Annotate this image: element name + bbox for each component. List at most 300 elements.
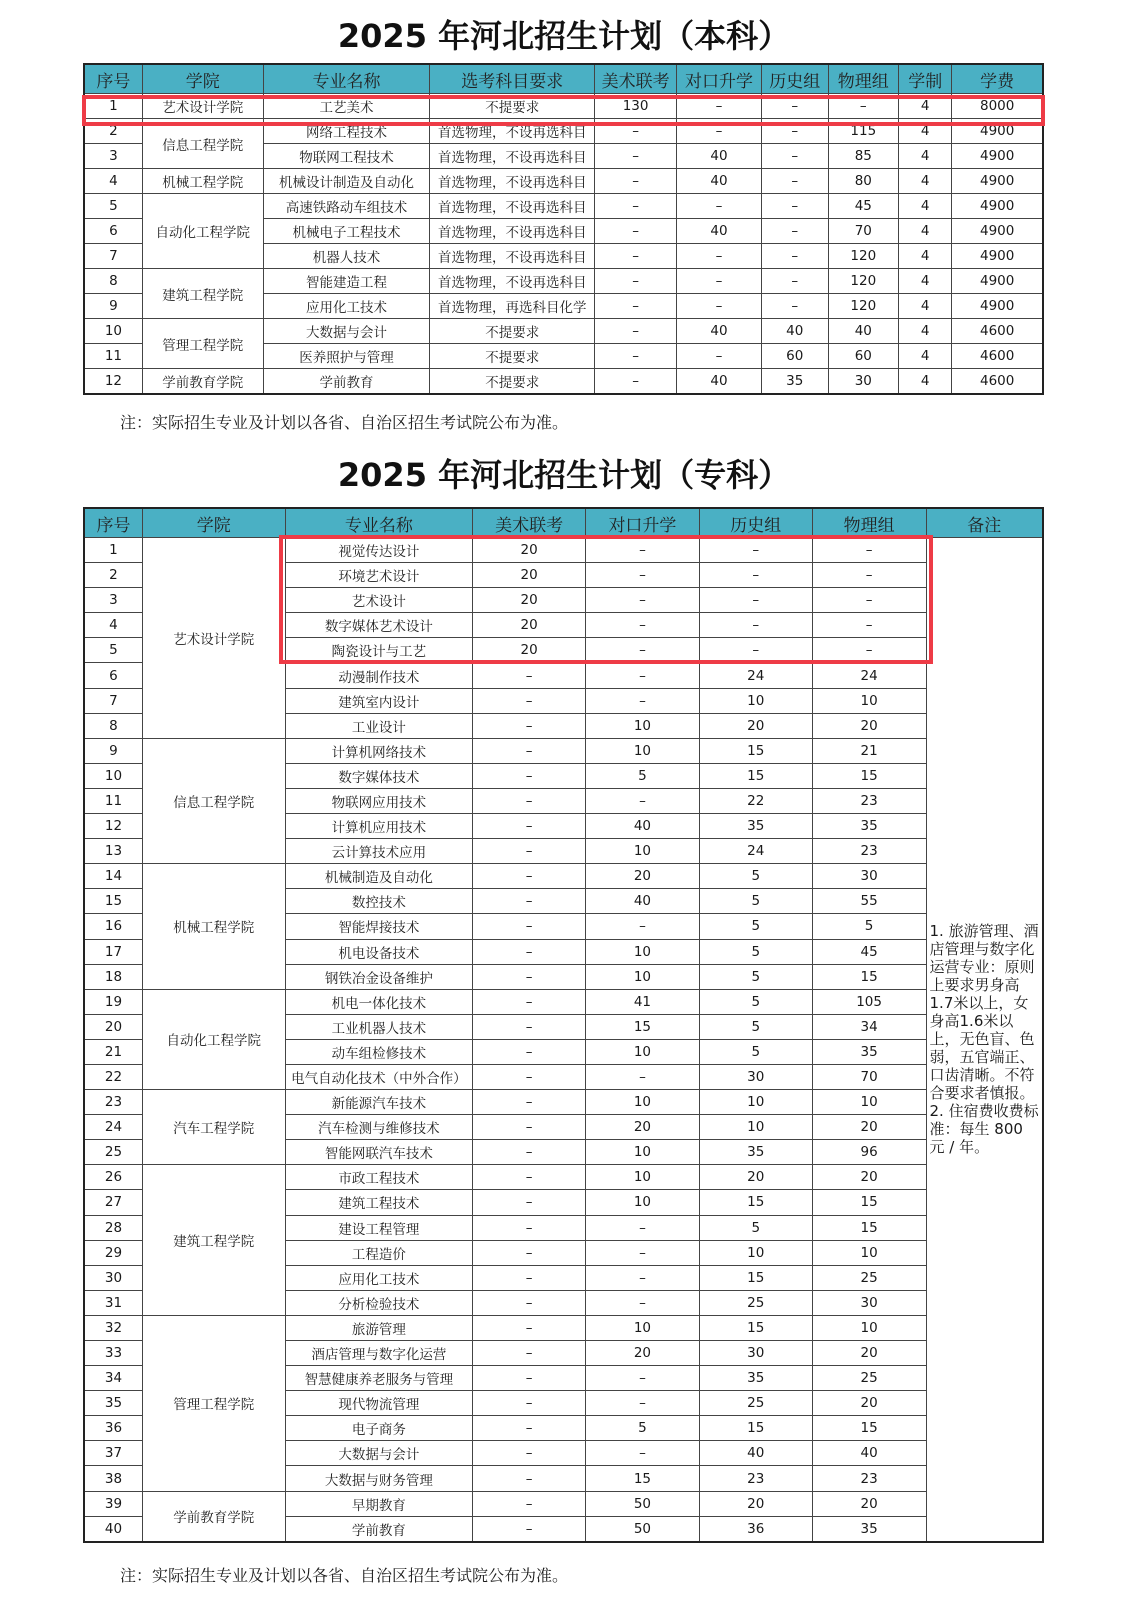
data-cell: 高速铁路动车组技术 <box>263 194 430 219</box>
row-number: 4 <box>84 613 142 638</box>
data-cell: – <box>595 294 677 319</box>
data-cell: 不提要求 <box>430 344 595 369</box>
data-cell: 工业机器人技术 <box>285 1014 473 1039</box>
row-number: 24 <box>84 1115 142 1140</box>
data-cell: 4900 <box>952 269 1043 294</box>
data-cell: – <box>473 738 586 763</box>
data-cell: 30 <box>699 1064 812 1089</box>
data-cell: 35 <box>761 369 828 395</box>
row-number: 10 <box>84 319 142 344</box>
data-cell: – <box>473 1341 586 1366</box>
data-cell: – <box>473 1391 586 1416</box>
benke-title: 2025 年河北招生计划（本科） <box>337 17 791 55</box>
row-number: 35 <box>84 1391 142 1416</box>
data-cell: 25 <box>812 1265 926 1290</box>
data-cell: 大数据与会计 <box>285 1441 473 1466</box>
data-cell: 建设工程管理 <box>285 1215 473 1240</box>
data-cell: – <box>699 638 812 663</box>
data-cell: 10 <box>586 939 700 964</box>
data-cell: – <box>677 94 762 119</box>
data-cell: – <box>473 663 586 688</box>
row-number: 10 <box>84 763 142 788</box>
data-cell: 首选物理，不设再选科目 <box>430 194 595 219</box>
data-cell: 23 <box>812 1466 926 1491</box>
zhuanke-note: 注：实际招生专业及计划以各省、自治区招生考试院公布为准。 <box>120 1566 569 1585</box>
table-row <box>84 1491 1043 1516</box>
data-cell: – <box>595 344 677 369</box>
data-cell: 40 <box>677 169 762 194</box>
data-cell: 4 <box>899 319 952 344</box>
data-cell: 40 <box>812 1441 926 1466</box>
data-cell: 不提要求 <box>430 369 595 395</box>
data-cell: 4900 <box>952 169 1043 194</box>
data-cell: 35 <box>699 814 812 839</box>
data-cell: – <box>473 1315 586 1340</box>
row-number: 30 <box>84 1265 142 1290</box>
row-number: 15 <box>84 889 142 914</box>
college-cell: 汽车工程学院 <box>142 1090 285 1165</box>
data-cell: 4 <box>899 194 952 219</box>
data-cell: 学前教育 <box>285 1516 473 1542</box>
data-cell: 计算机网络技术 <box>285 738 473 763</box>
data-cell: 5 <box>699 1215 812 1240</box>
column-header: 序号 <box>84 64 142 94</box>
data-cell: 15 <box>699 738 812 763</box>
data-cell: – <box>699 613 812 638</box>
data-cell: 25 <box>699 1391 812 1416</box>
data-cell: 130 <box>595 94 677 119</box>
data-cell: 24 <box>699 839 812 864</box>
data-cell: 23 <box>812 839 926 864</box>
data-cell: 4900 <box>952 244 1043 269</box>
column-header: 物理组 <box>812 508 926 538</box>
column-header: 专业名称 <box>263 64 430 94</box>
data-cell: 10 <box>812 1315 926 1340</box>
table-row <box>84 1315 1043 1340</box>
data-cell: – <box>586 688 700 713</box>
data-cell: 4 <box>899 269 952 294</box>
data-cell: 20 <box>812 1165 926 1190</box>
data-cell: 4 <box>899 294 952 319</box>
table-row <box>84 169 1043 194</box>
data-cell: 电气自动化技术（中外合作） <box>285 1064 473 1089</box>
data-cell: 智能网联汽车技术 <box>285 1140 473 1165</box>
data-cell: 新能源汽车技术 <box>285 1090 473 1115</box>
benke-table <box>83 63 1044 395</box>
data-cell: 4 <box>899 369 952 395</box>
row-number: 3 <box>84 144 142 169</box>
data-cell: 5 <box>699 939 812 964</box>
data-cell: – <box>473 989 586 1014</box>
column-header: 历史组 <box>699 508 812 538</box>
data-cell: – <box>473 1466 586 1491</box>
data-cell: – <box>595 219 677 244</box>
data-cell: – <box>595 269 677 294</box>
data-cell: 20 <box>812 1391 926 1416</box>
row-number: 40 <box>84 1516 142 1542</box>
data-cell: 20 <box>586 864 700 889</box>
college-cell: 管理工程学院 <box>142 1315 285 1491</box>
data-cell: 艺术设计 <box>285 588 473 613</box>
data-cell: 10 <box>586 964 700 989</box>
data-cell: 40 <box>828 319 899 344</box>
data-cell: – <box>699 538 812 563</box>
data-cell: – <box>473 964 586 989</box>
data-cell: – <box>473 1265 586 1290</box>
data-cell: 10 <box>586 839 700 864</box>
row-number: 26 <box>84 1165 142 1190</box>
column-header: 专业名称 <box>285 508 473 538</box>
table-row <box>84 864 1043 889</box>
column-header: 学院 <box>142 508 285 538</box>
row-number: 7 <box>84 244 142 269</box>
row-number: 11 <box>84 344 142 369</box>
data-cell: 首选物理，不设再选科目 <box>430 119 595 144</box>
data-cell: 10 <box>586 713 700 738</box>
data-cell: – <box>473 1190 586 1215</box>
data-cell: 60 <box>761 344 828 369</box>
data-cell: – <box>586 914 700 939</box>
data-cell: 70 <box>812 1064 926 1089</box>
column-header: 学院 <box>142 64 263 94</box>
row-number: 11 <box>84 788 142 813</box>
row-number: 13 <box>84 839 142 864</box>
data-cell: 25 <box>812 1366 926 1391</box>
data-cell: 智能焊接技术 <box>285 914 473 939</box>
benke-note: 注：实际招生专业及计划以各省、自治区招生考试院公布为准。 <box>120 413 569 432</box>
zhuanke-table <box>83 507 1044 1543</box>
college-cell: 机械工程学院 <box>142 864 285 989</box>
data-cell: 120 <box>828 244 899 269</box>
college-cell: 建筑工程学院 <box>142 1165 285 1316</box>
data-cell: – <box>586 788 700 813</box>
zhuanke-title: 2025 年河北招生计划（专科） <box>337 456 791 494</box>
data-cell: 首选物理，再选科目化学 <box>430 294 595 319</box>
table-row <box>84 738 1043 763</box>
data-cell: – <box>761 194 828 219</box>
data-cell: 10 <box>812 1240 926 1265</box>
data-cell: – <box>473 713 586 738</box>
row-number: 18 <box>84 964 142 989</box>
data-cell: 20 <box>586 1341 700 1366</box>
data-cell: 30 <box>812 864 926 889</box>
data-cell: 工业设计 <box>285 713 473 738</box>
data-cell: 35 <box>812 1039 926 1064</box>
data-cell: 工艺美术 <box>263 94 430 119</box>
college-cell: 艺术设计学院 <box>142 94 263 119</box>
data-cell: – <box>586 1290 700 1315</box>
data-cell: 数字媒体艺术设计 <box>285 613 473 638</box>
data-cell: – <box>586 1240 700 1265</box>
table-row <box>84 1165 1043 1190</box>
data-cell: – <box>699 588 812 613</box>
data-cell: – <box>473 1366 586 1391</box>
data-cell: – <box>473 814 586 839</box>
college-cell: 管理工程学院 <box>142 319 263 369</box>
data-cell: 15 <box>812 964 926 989</box>
data-cell: – <box>761 244 828 269</box>
data-cell: 机电设备技术 <box>285 939 473 964</box>
table-row <box>84 119 1043 144</box>
data-cell: 5 <box>699 989 812 1014</box>
column-header: 学费 <box>952 64 1043 94</box>
row-number: 8 <box>84 713 142 738</box>
column-header: 对口升学 <box>677 64 762 94</box>
data-cell: 20 <box>473 563 586 588</box>
data-cell: – <box>473 1165 586 1190</box>
data-cell: 80 <box>828 169 899 194</box>
data-cell: 4 <box>899 244 952 269</box>
row-number: 5 <box>84 194 142 219</box>
data-cell: – <box>812 538 926 563</box>
row-number: 4 <box>84 169 142 194</box>
data-cell: – <box>473 1215 586 1240</box>
row-number: 23 <box>84 1090 142 1115</box>
data-cell: 云计算技术应用 <box>285 839 473 864</box>
data-cell: 4900 <box>952 194 1043 219</box>
data-cell: – <box>761 169 828 194</box>
data-cell: 不提要求 <box>430 94 595 119</box>
data-cell: 45 <box>812 939 926 964</box>
data-cell: 动漫制作技术 <box>285 663 473 688</box>
data-cell: 10 <box>699 1090 812 1115</box>
data-cell: – <box>473 1441 586 1466</box>
data-cell: 60 <box>828 344 899 369</box>
data-cell: 40 <box>677 319 762 344</box>
table-row <box>84 538 1043 563</box>
college-cell: 机械工程学院 <box>142 169 263 194</box>
data-cell: – <box>812 613 926 638</box>
data-cell: 4900 <box>952 219 1043 244</box>
data-cell: 10 <box>699 688 812 713</box>
column-header: 对口升学 <box>586 508 700 538</box>
row-number: 22 <box>84 1064 142 1089</box>
row-number: 28 <box>84 1215 142 1240</box>
column-header: 美术联考 <box>595 64 677 94</box>
data-cell: 5 <box>699 889 812 914</box>
data-cell: 首选物理，不设再选科目 <box>430 169 595 194</box>
data-cell: 4900 <box>952 119 1043 144</box>
data-cell: 首选物理，不设再选科目 <box>430 269 595 294</box>
college-cell: 学前教育学院 <box>142 369 263 395</box>
data-cell: 96 <box>812 1140 926 1165</box>
table-row <box>84 369 1043 395</box>
data-cell: 30 <box>828 369 899 395</box>
data-cell: 40 <box>677 144 762 169</box>
row-number: 6 <box>84 663 142 688</box>
data-cell: 建筑室内设计 <box>285 688 473 713</box>
data-cell: 40 <box>699 1441 812 1466</box>
data-cell: 4600 <box>952 319 1043 344</box>
row-number: 14 <box>84 864 142 889</box>
data-cell: 105 <box>812 989 926 1014</box>
data-cell: – <box>812 588 926 613</box>
data-cell: – <box>473 1039 586 1064</box>
college-cell: 信息工程学院 <box>142 119 263 169</box>
data-cell: 20 <box>586 1115 700 1140</box>
row-number: 8 <box>84 269 142 294</box>
data-cell: – <box>586 1064 700 1089</box>
data-cell: – <box>677 269 762 294</box>
data-cell: – <box>677 194 762 219</box>
college-cell: 建筑工程学院 <box>142 269 263 319</box>
data-cell: 10 <box>812 688 926 713</box>
row-number: 1 <box>84 94 142 119</box>
data-cell: 50 <box>586 1516 700 1542</box>
data-cell: 4 <box>899 219 952 244</box>
data-cell: – <box>595 319 677 344</box>
table-row <box>84 319 1043 344</box>
data-cell: 大数据与财务管理 <box>285 1466 473 1491</box>
data-cell: 20 <box>699 713 812 738</box>
data-cell: 10 <box>586 1090 700 1115</box>
table-row <box>84 989 1043 1014</box>
data-cell: 计算机应用技术 <box>285 814 473 839</box>
data-cell: 工程造价 <box>285 1240 473 1265</box>
row-number: 9 <box>84 294 142 319</box>
data-cell: 15 <box>586 1466 700 1491</box>
data-cell: 4600 <box>952 344 1043 369</box>
data-cell: 动车组检修技术 <box>285 1039 473 1064</box>
data-cell: 15 <box>699 1315 812 1340</box>
row-number: 2 <box>84 563 142 588</box>
data-cell: 24 <box>699 663 812 688</box>
data-cell: 55 <box>812 889 926 914</box>
data-cell: 30 <box>812 1290 926 1315</box>
data-cell: 15 <box>812 1190 926 1215</box>
data-cell: – <box>473 1090 586 1115</box>
data-cell: 钢铁冶金设备维护 <box>285 964 473 989</box>
data-cell: 20 <box>812 1341 926 1366</box>
data-cell: – <box>473 1416 586 1441</box>
row-number: 20 <box>84 1014 142 1039</box>
data-cell: – <box>595 144 677 169</box>
data-cell: – <box>473 1064 586 1089</box>
data-cell: 5 <box>699 964 812 989</box>
data-cell: – <box>473 864 586 889</box>
data-cell: 10 <box>699 1115 812 1140</box>
row-number: 19 <box>84 989 142 1014</box>
data-cell: 10 <box>812 1090 926 1115</box>
data-cell: 电子商务 <box>285 1416 473 1441</box>
college-cell: 自动化工程学院 <box>142 989 285 1089</box>
college-cell: 自动化工程学院 <box>142 194 263 269</box>
college-cell: 信息工程学院 <box>142 738 285 863</box>
data-cell: – <box>473 914 586 939</box>
data-cell: 20 <box>473 538 586 563</box>
data-cell: – <box>595 194 677 219</box>
row-number: 36 <box>84 1416 142 1441</box>
data-cell: 34 <box>812 1014 926 1039</box>
row-number: 32 <box>84 1315 142 1340</box>
data-cell: 5 <box>699 864 812 889</box>
data-cell: – <box>586 588 700 613</box>
data-cell: 23 <box>812 788 926 813</box>
data-cell: – <box>473 839 586 864</box>
data-cell: 物联网应用技术 <box>285 788 473 813</box>
data-cell: 机械设计制造及自动化 <box>263 169 430 194</box>
data-cell: – <box>586 1366 700 1391</box>
data-cell: 20 <box>812 1491 926 1516</box>
data-cell: 10 <box>586 738 700 763</box>
data-cell: 数控技术 <box>285 889 473 914</box>
row-number: 5 <box>84 638 142 663</box>
data-cell: 4 <box>899 94 952 119</box>
data-cell: – <box>761 144 828 169</box>
data-cell: 10 <box>586 1140 700 1165</box>
data-cell: – <box>828 94 899 119</box>
data-cell: – <box>677 244 762 269</box>
data-cell: 10 <box>586 1165 700 1190</box>
data-cell: 40 <box>677 369 762 395</box>
college-cell: 学前教育学院 <box>142 1491 285 1542</box>
data-cell: 首选物理，不设再选科目 <box>430 144 595 169</box>
data-cell: 35 <box>812 1516 926 1542</box>
data-cell: 40 <box>586 814 700 839</box>
data-cell: 4900 <box>952 144 1043 169</box>
column-header: 学制 <box>899 64 952 94</box>
zhuanke-header-row <box>84 508 1043 538</box>
data-cell: – <box>473 788 586 813</box>
data-cell: 5 <box>699 914 812 939</box>
data-cell: 40 <box>677 219 762 244</box>
data-cell: 15 <box>812 1416 926 1441</box>
data-cell: 机械电子工程技术 <box>263 219 430 244</box>
data-cell: 4 <box>899 169 952 194</box>
data-cell: – <box>586 1441 700 1466</box>
row-number: 25 <box>84 1140 142 1165</box>
row-number: 6 <box>84 219 142 244</box>
data-cell: 15 <box>699 1190 812 1215</box>
row-number: 2 <box>84 119 142 144</box>
data-cell: 20 <box>699 1165 812 1190</box>
data-cell: 建筑工程技术 <box>285 1190 473 1215</box>
data-cell: 首选物理，不设再选科目 <box>430 244 595 269</box>
data-cell: 5 <box>586 1416 700 1441</box>
data-cell: 4 <box>899 344 952 369</box>
table-row <box>84 94 1043 119</box>
data-cell: 15 <box>699 763 812 788</box>
data-cell: 15 <box>699 1416 812 1441</box>
data-cell: – <box>761 219 828 244</box>
column-header: 选考科目要求 <box>430 64 595 94</box>
row-number: 12 <box>84 814 142 839</box>
data-cell: 15 <box>586 1014 700 1039</box>
data-cell: – <box>761 269 828 294</box>
row-number: 17 <box>84 939 142 964</box>
data-cell: 物联网工程技术 <box>263 144 430 169</box>
data-cell: – <box>473 1014 586 1039</box>
data-cell: 45 <box>828 194 899 219</box>
data-cell: 10 <box>586 1039 700 1064</box>
data-cell: – <box>699 563 812 588</box>
data-cell: 机电一体化技术 <box>285 989 473 1014</box>
data-cell: 50 <box>586 1491 700 1516</box>
data-cell: – <box>677 119 762 144</box>
data-cell: 不提要求 <box>430 319 595 344</box>
data-cell: 大数据与会计 <box>263 319 430 344</box>
data-cell: 20 <box>812 1115 926 1140</box>
data-cell: – <box>677 294 762 319</box>
data-cell: – <box>473 1491 586 1516</box>
row-number: 37 <box>84 1441 142 1466</box>
data-cell: – <box>761 119 828 144</box>
row-number: 7 <box>84 688 142 713</box>
data-cell: – <box>595 169 677 194</box>
remark-cell: 1. 旅游管理、酒店管理与数字化运营专业：原则上要求男身高1.7米以上，女身高1.6米以上，无色盲、色弱，五官端正、口齿清晰。不符合要求者慎报。 2. 住宿费收费标准：每生 800 元 / 年。 <box>926 538 1043 1542</box>
data-cell: – <box>586 563 700 588</box>
data-cell: 4900 <box>952 294 1043 319</box>
